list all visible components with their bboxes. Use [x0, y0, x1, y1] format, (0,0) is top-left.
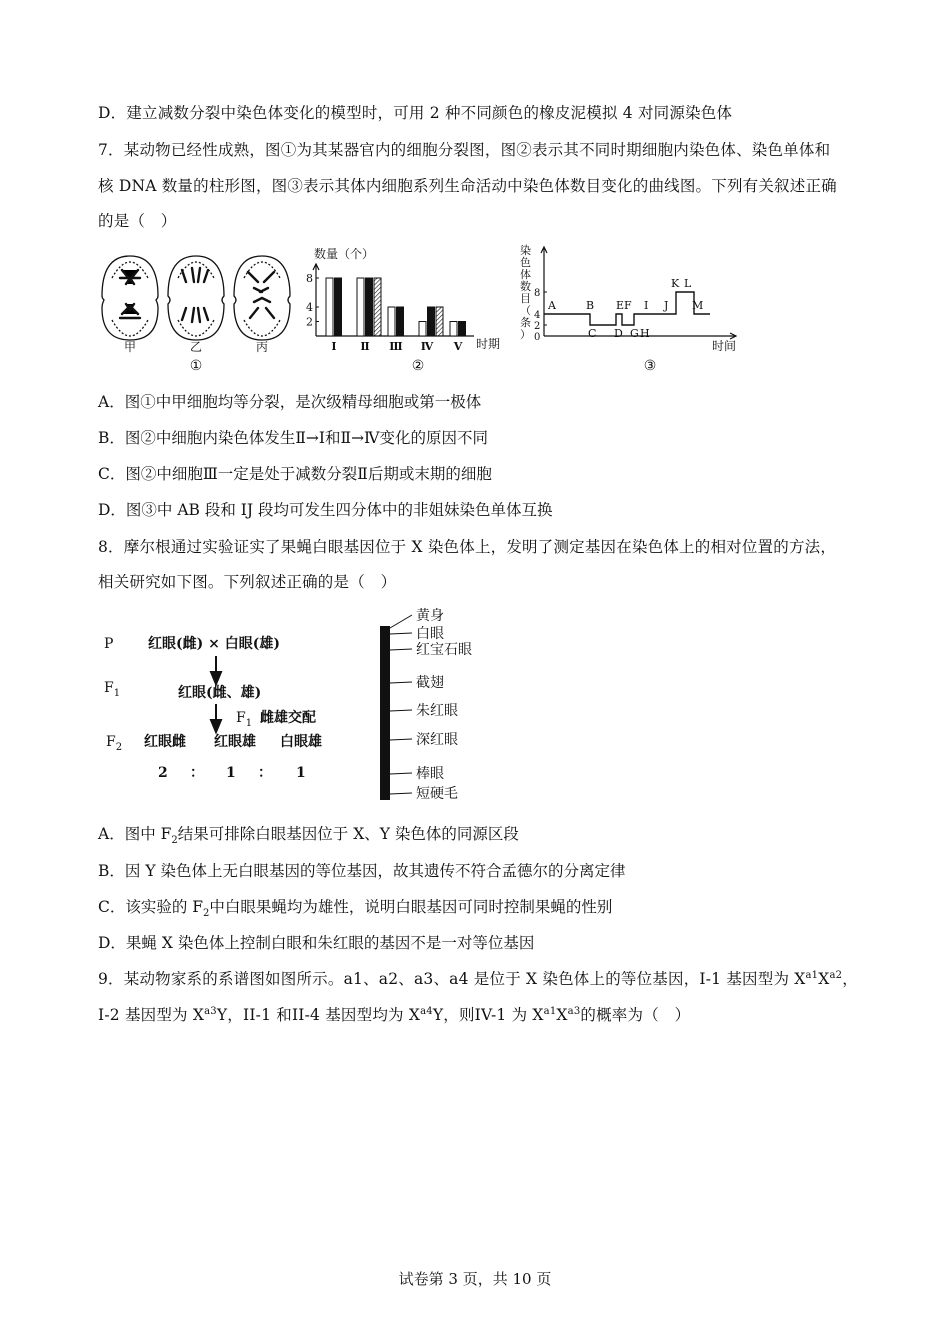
- bar-black-4: [428, 307, 435, 336]
- q7-stem-line3: 的是（ ）: [98, 212, 177, 230]
- bar-category-2: Ⅱ: [360, 340, 370, 353]
- q7-option-d: D．图③中 AB 段和 IJ 段均可发生四分体中的非姐妹染色单体互换: [98, 501, 553, 519]
- q6-option-d: D．建立减数分裂中染色体变化的模型时，可用 2 种不同颜色的橡皮泥模拟 4 对同源染色体: [98, 104, 733, 122]
- bar-hatched-4: [436, 307, 443, 336]
- svg-text:）: ）: [520, 328, 531, 341]
- bar-chart-xlabel: 时期: [476, 337, 501, 351]
- point-label-E: E: [616, 299, 625, 312]
- bar-black-1: [335, 278, 342, 336]
- x-chromosome-gene-map: [372, 604, 502, 804]
- gene-label-2: 白眼: [416, 626, 444, 642]
- q7-option-c: C．图②中细胞Ⅲ一定是处于减数分裂Ⅱ后期或末期的细胞: [98, 465, 492, 483]
- q7-stem-line2: 核 DNA 数量的柱形图，图③表示其体内细胞系列生命活动中染色体数目变化的曲线图。下列有关叙述正确: [98, 177, 837, 195]
- bar-chart-ylabel: 数量（个）: [314, 247, 375, 261]
- svg-text:条: 条: [520, 316, 531, 329]
- bar-black-3: [397, 307, 404, 336]
- bar-category-1: Ⅰ: [331, 340, 337, 353]
- q8-option-c: C．该实验的 $F_2$中白眼果蝇均为雄性，说明白眼基因可同时控制果蝇的性别: [98, 898, 613, 920]
- svg-text:体: 体: [520, 268, 531, 281]
- cell-label-jia: 甲: [123, 340, 137, 354]
- bar-hatched-2: [374, 278, 381, 336]
- ratio-sep-2: ：: [258, 765, 272, 781]
- bar-white-4: [419, 322, 426, 337]
- ratio-3: 1: [296, 765, 306, 781]
- x-chromosome-bar: [380, 626, 390, 800]
- bar-ytick-2: 2: [306, 315, 313, 329]
- cross-p-text: 红眼(雌) × 白眼(雄): [148, 636, 280, 652]
- cross-f1-label: $F_1$: [104, 680, 121, 699]
- figure-1-caption: ①: [189, 358, 203, 373]
- bar-black-5: [459, 322, 466, 337]
- bar-white-5: [450, 322, 457, 337]
- bar-white-3: [388, 307, 395, 336]
- bar-category-4: Ⅳ: [420, 340, 434, 353]
- q8-option-a: A．图中 $F_2$结果可排除白眼基因位于 X、Y 染色体的同源区段: [98, 825, 519, 847]
- line-ytick-0: 0: [534, 332, 541, 343]
- cell-label-yi: 乙: [189, 340, 203, 354]
- svg-text:色: 色: [520, 256, 531, 269]
- bar-white-1: [326, 278, 333, 336]
- q7-option-a: A．图①中甲细胞均等分裂，是次级精母细胞或第一极体: [98, 393, 482, 411]
- point-label-B: B: [586, 299, 595, 312]
- svg-text:数: 数: [520, 280, 531, 293]
- point-label-K: K: [671, 277, 680, 290]
- cross-f2-label: $F_2$: [106, 734, 123, 753]
- gene-label-6: 深红眼: [416, 732, 458, 748]
- q7-option-b: B．图②中细胞内染色体发生Ⅱ→Ⅰ和Ⅱ→Ⅳ变化的原因不同: [98, 429, 489, 447]
- svg-text:目: 目: [520, 292, 531, 305]
- point-label-C: C: [588, 327, 597, 340]
- figure-1-cells: [98, 248, 298, 373]
- point-label-L: L: [684, 277, 692, 290]
- ratio-2: 1: [226, 765, 236, 781]
- line-chart-ylabel: [520, 243, 531, 341]
- figure-2-bar-chart: [296, 240, 511, 375]
- figure-3-caption: ③: [643, 358, 657, 374]
- q8-stem-line2: 相关研究如下图。下列叙述正确的是（ ）: [98, 573, 397, 591]
- q8-option-d: D．果蝇 X 染色体上控制白眼和朱红眼的基因不是一对等位基因: [98, 934, 535, 952]
- q7-stem-line1: 7．某动物已经性成熟，图①为其某器官内的细胞分裂图，图②表示其不同时期细胞内染色体、染色单体和: [98, 141, 831, 159]
- line-chart-xlabel: 时间: [712, 339, 737, 353]
- figure-2-caption: ②: [411, 358, 425, 374]
- q8-cross-diagram: [96, 620, 356, 790]
- point-label-M: M: [692, 299, 704, 312]
- line-ytick-4: 4: [534, 310, 541, 321]
- svg-text:（: （: [520, 304, 531, 317]
- point-label-F: F: [624, 299, 632, 312]
- q8-stem-line1: 8．摩尔根通过实验证实了果蝇白眼基因位于 X 染色体上，发明了测定基因在染色体上的相对位置的方法，: [98, 538, 837, 556]
- cross-f1-text: 红眼(雌、雄): [178, 685, 262, 701]
- cross-f1-mate-text: 雌雄交配: [260, 710, 316, 726]
- gene-label-7: 棒眼: [416, 766, 444, 782]
- figure-3-line-chart: [516, 240, 746, 375]
- gene-label-1: 黄身: [416, 608, 444, 624]
- line-ytick-8: 8: [534, 288, 541, 299]
- bar-ytick-8: 8: [306, 272, 313, 285]
- point-label-A: A: [548, 299, 556, 312]
- line-ytick-2: 2: [534, 321, 541, 332]
- bar-black-2: [366, 278, 373, 336]
- gene-label-5: 朱红眼: [416, 703, 458, 719]
- point-label-I: I: [644, 299, 649, 312]
- svg-text:染: 染: [520, 244, 531, 257]
- cell-label-bing: 丙: [255, 340, 269, 354]
- q9-stem-line1: 9．某动物家系的系谱图如图所示。a1、a2、a3、a4 是位于 X 染色体上的等位基因，I-1 基因型为 $X^{a1}X^{a2}$，: [98, 969, 858, 988]
- point-label-G: G: [630, 327, 639, 340]
- bar-ytick-4: 4: [306, 301, 313, 314]
- gene-label-4: 截翅: [416, 675, 444, 691]
- page-footer: 试卷第 3 页，共 10 页: [398, 1270, 552, 1288]
- point-label-H: H: [640, 327, 650, 340]
- point-label-J: J: [664, 299, 669, 312]
- bar-category-3: Ⅲ: [389, 340, 403, 353]
- cross-f2-item-3: 白眼雄: [280, 734, 322, 750]
- cross-f2-item-1: 红眼雌: [144, 734, 186, 750]
- bar-white-2: [357, 278, 364, 336]
- cross-f2-item-2: 红眼雄: [214, 734, 256, 750]
- gene-label-8: 短硬毛: [416, 786, 458, 802]
- point-label-D: D: [614, 327, 623, 340]
- q9-stem-line2: I-2 基因型为 $X^{a3}Y$，II-1 和II-4 基因型均为 $X^{a4}Y$，则IV-1 为 $X^{a1}X^{a3}$的概率为（ ）: [98, 1005, 691, 1024]
- bar-category-5: Ⅴ: [453, 340, 463, 353]
- cross-f1-mate-label: $F_1$: [236, 710, 253, 729]
- q8-option-b: B．因 Y 染色体上无白眼基因的等位基因，故其遗传不符合孟德尔的分离定律: [98, 862, 626, 880]
- cross-p-label: P: [104, 636, 114, 652]
- gene-label-3: 红宝石眼: [416, 642, 472, 658]
- ratio-1: 2: [158, 765, 168, 781]
- ratio-sep-1: ：: [190, 765, 204, 781]
